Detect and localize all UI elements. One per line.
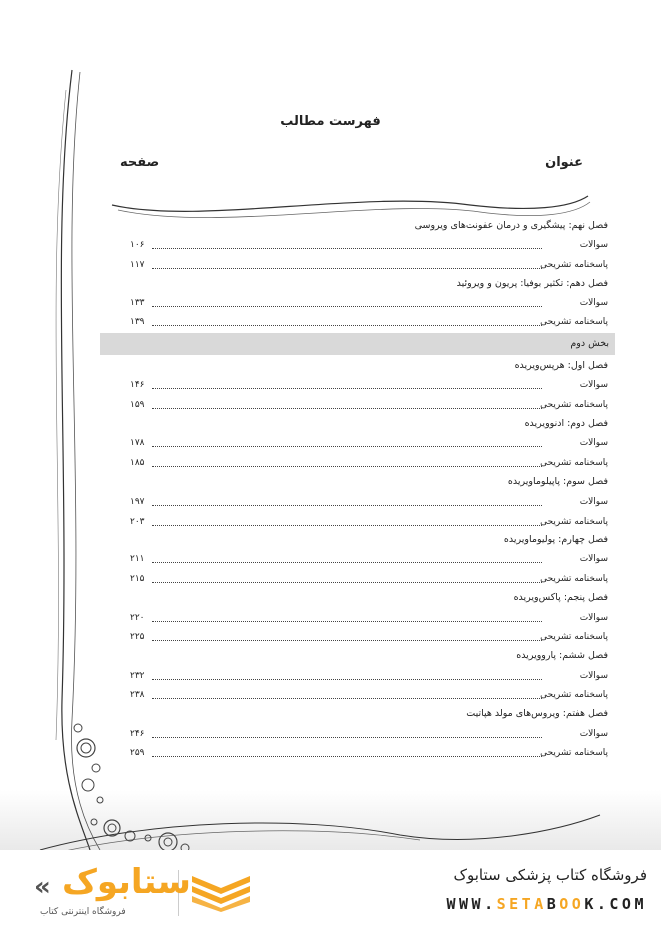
chapter-title: فصل ششم: پاروویریده bbox=[516, 650, 608, 661]
entry-label: پاسخنامه تشریحی bbox=[540, 458, 608, 468]
toc-entry-row bbox=[130, 514, 608, 530]
toc-entry-row bbox=[130, 455, 608, 471]
chapter-title: فصل پنجم: پاکس‌ویریده bbox=[513, 592, 608, 603]
column-title-header: عنوان bbox=[545, 155, 583, 170]
store-name: فروشگاه کتاب پزشکی ستابوک bbox=[453, 866, 647, 884]
toc-entry-row bbox=[130, 610, 608, 626]
page-number: ۲۴۶ bbox=[130, 729, 145, 739]
toc-chapter-row bbox=[130, 218, 608, 234]
page-number: ۱۷۸ bbox=[130, 438, 145, 448]
toc-chapter-row bbox=[130, 358, 608, 374]
page-number: ۲۲۵ bbox=[130, 632, 145, 642]
entry-label: سوالات bbox=[579, 554, 608, 564]
leader-dots bbox=[152, 737, 542, 738]
toc-entry-row bbox=[130, 726, 608, 742]
chapter-title: فصل دوم: ادنوویریده bbox=[524, 418, 608, 429]
toc-entry-row bbox=[130, 494, 608, 510]
leader-dots bbox=[152, 640, 542, 641]
page-number: ۱۰۶ bbox=[130, 240, 145, 250]
chapter-title: فصل نهم: پیشگیری و درمان عفونت‌های ویروسی bbox=[414, 220, 608, 231]
toc-chapter-row bbox=[130, 416, 608, 432]
toc-entry-row bbox=[130, 551, 608, 567]
toc-entry-row bbox=[130, 257, 608, 273]
entry-label: پاسخنامه تشریحی bbox=[540, 317, 608, 327]
entry-label: سوالات bbox=[579, 671, 608, 681]
page-number: ۲۲۰ bbox=[130, 613, 145, 623]
leader-dots bbox=[152, 756, 542, 757]
entry-label: پاسخنامه تشریحی bbox=[540, 260, 608, 270]
chapter-title: فصل سوم: پاپیلوماویریده bbox=[507, 476, 608, 487]
entry-label: پاسخنامه تشریحی bbox=[540, 690, 608, 700]
entry-label: پاسخنامه تشریحی bbox=[540, 748, 608, 758]
leader-dots bbox=[152, 306, 542, 307]
page-number: ۲۱۵ bbox=[130, 574, 145, 584]
toc-entry-row bbox=[130, 295, 608, 311]
page-number: ۱۱۷ bbox=[130, 260, 145, 270]
entry-label: سوالات bbox=[579, 380, 608, 390]
toc-entry-row bbox=[130, 314, 608, 330]
toc-chapter-row bbox=[130, 532, 608, 548]
leader-dots bbox=[152, 466, 542, 467]
entry-label: پاسخنامه تشریحی bbox=[540, 574, 608, 584]
page-number: ۲۰۳ bbox=[130, 517, 145, 527]
logo-subtitle: فروشگاه اینترنتی کتاب bbox=[40, 907, 126, 917]
leader-dots bbox=[152, 562, 542, 563]
leader-dots bbox=[152, 388, 542, 389]
entry-label: پاسخنامه تشریحی bbox=[540, 632, 608, 642]
page-number: ۲۵۹ bbox=[130, 748, 145, 758]
toc-chapter-row bbox=[130, 276, 608, 292]
entry-label: سوالات bbox=[579, 497, 608, 507]
page-title: فهرست مطالب bbox=[280, 114, 381, 129]
leader-dots bbox=[152, 582, 542, 583]
page-number: ۱۸۵ bbox=[130, 458, 145, 468]
leader-dots bbox=[152, 698, 542, 699]
logo-arrows-icon: « bbox=[34, 872, 51, 902]
entry-label: سوالات bbox=[579, 613, 608, 623]
page-number: ۱۹۷ bbox=[130, 497, 145, 507]
leader-dots bbox=[152, 621, 542, 622]
toc-entry-row bbox=[130, 668, 608, 684]
page-number: ۲۳۸ bbox=[130, 690, 145, 700]
book-logo-icon bbox=[190, 872, 252, 912]
toc-entry-row bbox=[130, 377, 608, 393]
column-page-header: صفحه bbox=[120, 155, 160, 170]
leader-dots bbox=[152, 525, 542, 526]
page-number: ۱۵۹ bbox=[130, 400, 145, 410]
entry-label: سوالات bbox=[579, 298, 608, 308]
page-number: ۲۳۲ bbox=[130, 671, 145, 681]
leader-dots bbox=[152, 505, 542, 506]
page-number: ۲۱۱ bbox=[130, 554, 145, 564]
toc-entry-row bbox=[130, 435, 608, 451]
toc-chapter-row bbox=[130, 474, 608, 490]
chapter-title: فصل هفتم: ویروس‌های مولد هپاتیت bbox=[466, 708, 608, 719]
leader-dots bbox=[152, 446, 542, 447]
leader-dots bbox=[152, 325, 542, 326]
leader-dots bbox=[152, 408, 542, 409]
toc-chapter-row bbox=[130, 648, 608, 664]
leader-dots bbox=[152, 679, 542, 680]
logo-wordmark: ستابوک bbox=[62, 862, 191, 902]
entry-label: پاسخنامه تشریحی bbox=[540, 400, 608, 410]
chapter-title: فصل اول: هرپس‌ویریده bbox=[514, 360, 608, 371]
page-number: ۱۳۳ bbox=[130, 298, 145, 308]
chapter-title: فصل دهم: تکثیر بوفیا: پریون و ویروئید bbox=[456, 278, 608, 289]
toc-entry-row bbox=[130, 687, 608, 703]
entry-label: سوالات bbox=[579, 438, 608, 448]
page-number: ۱۳۹ bbox=[130, 317, 145, 327]
part-label: بخش دوم bbox=[570, 338, 609, 349]
toc-chapter-row bbox=[130, 590, 608, 606]
entry-label: سوالات bbox=[579, 240, 608, 250]
page-number: ۱۴۶ bbox=[130, 380, 145, 390]
toc-entry-row bbox=[130, 237, 608, 253]
chapter-title: فصل چهارم: پولیوماویریده bbox=[503, 534, 608, 545]
entry-label: سوالات bbox=[579, 729, 608, 739]
store-url[interactable]: WWW.SETABOOK.COM bbox=[446, 895, 647, 913]
toc-entry-row bbox=[130, 397, 608, 413]
toc-entry-row bbox=[130, 571, 608, 587]
toc-chapter-row bbox=[130, 706, 608, 722]
toc-entry-row bbox=[130, 629, 608, 645]
leader-dots bbox=[152, 248, 542, 249]
toc-entry-row bbox=[130, 745, 608, 761]
entry-label: پاسخنامه تشریحی bbox=[540, 517, 608, 527]
part-band bbox=[100, 333, 615, 355]
leader-dots bbox=[152, 268, 542, 269]
